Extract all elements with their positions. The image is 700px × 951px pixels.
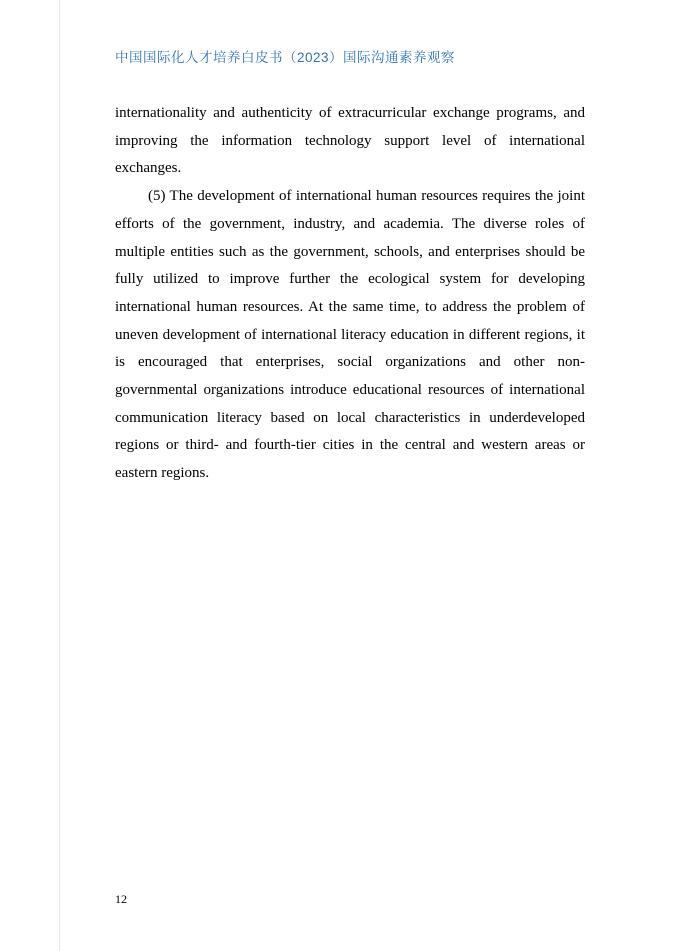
- paragraph: internationality and authenticity of extracurricular exchange programs, and improving the information technology support level of international exchanges.: [115, 105, 585, 177]
- paragraph: (5) The development of international human resources requires the joint efforts of the government, industry, and academia. The diverse roles of multiple entities such as the government, schools, and enterprises should be fully utilized to improve further the ecological system for developing international human resources. At the same time, to address the problem of uneven development of international literacy education in different regions, it is encouraged that enterprises, social organizations and other non-governmental organizations introduce educational resources of international communication literacy based on local characteristics in underdeveloped regions or third- and fourth-tier cities in the central and western areas or eastern regions.: [115, 188, 585, 482]
- page-edge-line: [59, 0, 60, 951]
- document-body: [115, 100, 585, 488]
- page-number: 12: [115, 892, 127, 906]
- page-header-title: 中国国际化人才培养白皮书（2023）国际沟通素养观察: [115, 50, 456, 65]
